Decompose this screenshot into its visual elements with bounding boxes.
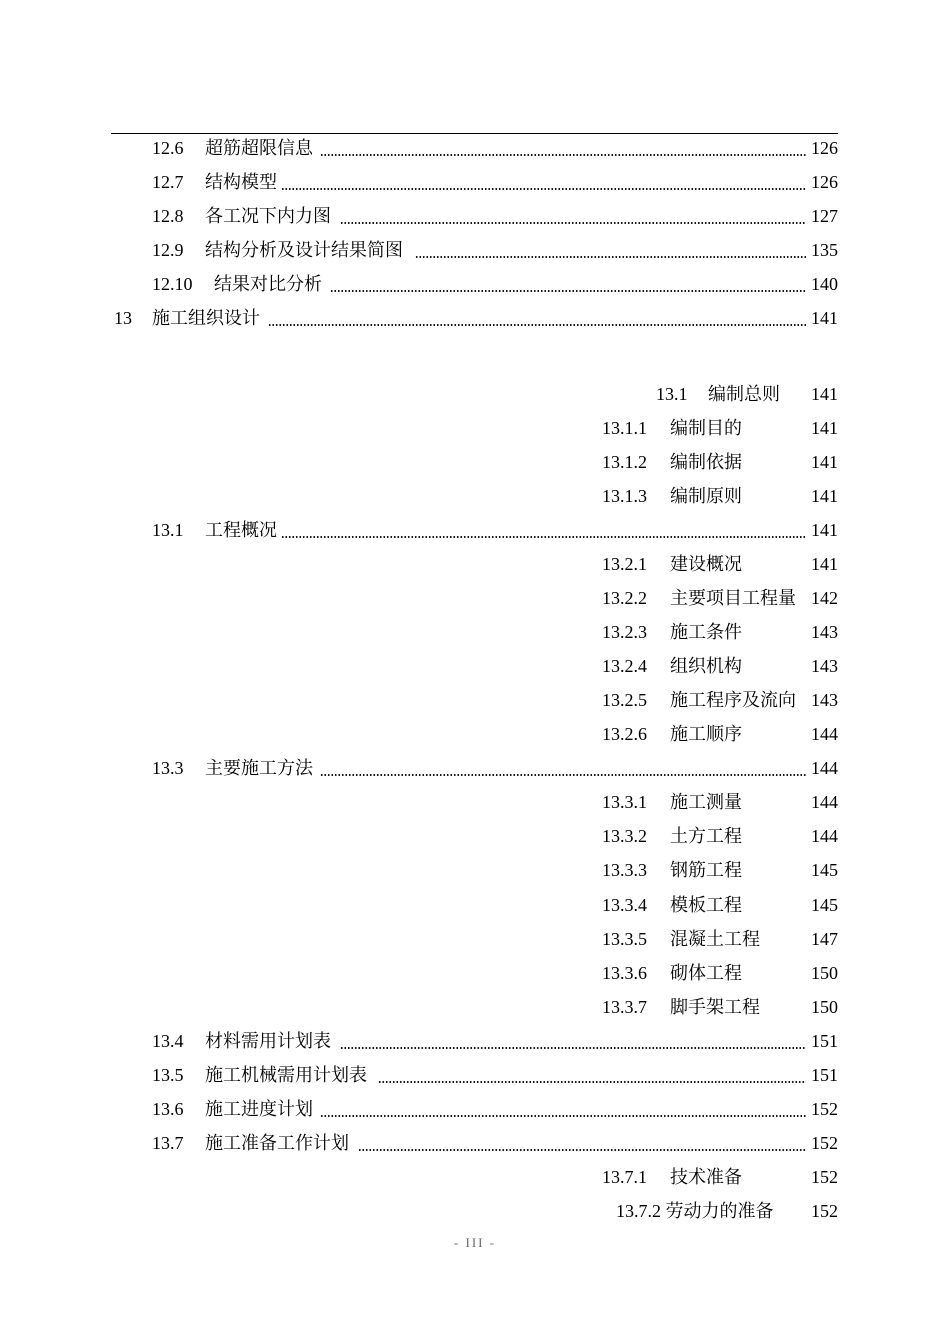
toc-entry-number: 13.2.6 <box>602 724 647 744</box>
toc-entry-title: 施工组织设计 <box>152 308 260 328</box>
toc-entry-number: 13.7.1 <box>602 1167 647 1187</box>
dot-leader <box>358 1126 806 1160</box>
toc-entry-number: 13.6 <box>152 1099 184 1119</box>
toc-entry-page: 142 <box>811 588 838 608</box>
toc-entry[interactable] <box>0 513 838 547</box>
toc-entry-number: 13.5 <box>152 1065 184 1085</box>
toc-entry[interactable] <box>0 233 838 267</box>
toc-entry[interactable] <box>0 131 838 165</box>
toc-subentry[interactable] <box>0 479 838 513</box>
toc-entry-title: 钢筋工程 <box>670 860 742 880</box>
toc-entry-number: 13.1 <box>152 520 184 540</box>
toc-entry-title: 超筋超限信息 <box>205 138 313 158</box>
toc-subentry[interactable] <box>0 922 838 956</box>
toc-subentry[interactable] <box>0 853 838 887</box>
toc-entry-title: 技术准备 <box>670 1167 742 1187</box>
toc-entry-number: 13.2.1 <box>602 554 647 574</box>
dot-leader <box>415 233 806 267</box>
toc-entry[interactable] <box>0 165 838 199</box>
toc-entry-number: 12.8 <box>152 206 184 226</box>
toc-entry-title: 组织机构 <box>670 656 742 676</box>
toc-entry-title: 编制原则 <box>670 486 742 506</box>
toc-entry-page: 151 <box>811 1031 838 1051</box>
toc-subentry[interactable] <box>0 411 838 445</box>
toc-entry-page: 141 <box>811 554 838 574</box>
toc-subentry[interactable] <box>0 819 838 853</box>
toc-entry-title: 编制依据 <box>670 452 742 472</box>
toc-entry-page: 145 <box>811 860 838 880</box>
toc-subentry[interactable] <box>0 445 838 479</box>
toc-entry-page: 145 <box>811 895 838 915</box>
toc-entry-page: 152 <box>811 1201 838 1221</box>
toc-entry-page: 144 <box>811 826 838 846</box>
toc-entry-title: 施工程序及流向 <box>670 690 796 710</box>
toc-entry-number: 12.9 <box>152 240 184 260</box>
toc-entry-number: 12.10 <box>152 274 193 294</box>
toc-entry-number: 13.2.4 <box>602 656 647 676</box>
toc-entry-number: 13.3.2 <box>602 826 647 846</box>
dot-leader <box>340 1024 806 1058</box>
toc-entry-title: 土方工程 <box>670 826 742 846</box>
toc-subentry[interactable] <box>0 581 838 615</box>
toc-entry-page: 141 <box>811 384 838 404</box>
toc-entry-page: 126 <box>811 138 838 158</box>
dot-leader <box>320 1092 806 1126</box>
toc-entry-page: 143 <box>811 656 838 676</box>
toc-entry[interactable] <box>0 1058 838 1092</box>
toc-entry-page: 144 <box>811 792 838 812</box>
toc-entry-number: 13.3.4 <box>602 895 647 915</box>
toc-entry-title: 编制总则 <box>708 384 780 404</box>
toc-entry-number: 13.1.1 <box>602 418 647 438</box>
toc-entry-page: 147 <box>811 929 838 949</box>
toc-entry-title: 材料需用计划表 <box>205 1031 331 1051</box>
toc-entry-number: 13.3.7 <box>602 997 647 1017</box>
toc-entry-title: 脚手架工程 <box>670 997 760 1017</box>
toc-entry-title: 混凝土工程 <box>670 929 760 949</box>
toc-entry-page: 141 <box>811 308 838 328</box>
toc-entry-number: 12.6 <box>152 138 184 158</box>
toc-subentry[interactable] <box>0 683 838 717</box>
toc-entry-page: 144 <box>811 724 838 744</box>
toc-entry-number: 13.3.1 <box>602 792 647 812</box>
toc-entry-page: 151 <box>811 1065 838 1085</box>
toc-entry[interactable] <box>0 267 838 301</box>
dot-leader <box>340 199 806 233</box>
toc-entry-title: 施工机械需用计划表 <box>205 1065 367 1085</box>
toc-entry-number: 13.4 <box>152 1031 184 1051</box>
toc-entry-number: 13.3.6 <box>602 963 647 983</box>
toc-entry-page: 152 <box>811 1167 838 1187</box>
toc-entry[interactable] <box>0 1126 838 1160</box>
toc-entry-page: 150 <box>811 997 838 1017</box>
toc-entry-number: 12.7 <box>152 172 184 192</box>
toc-entry-number: 13.7 <box>152 1133 184 1153</box>
toc-entry-page: 135 <box>811 240 838 260</box>
toc-subentry[interactable] <box>0 1160 838 1194</box>
toc-subentry[interactable] <box>0 888 838 922</box>
toc-entry-title: 施工进度计划 <box>205 1099 313 1119</box>
toc-entry-number: 13.2.2 <box>602 588 647 608</box>
toc-chapter[interactable] <box>0 301 838 335</box>
toc-entry-title: 结果对比分析 <box>214 274 322 294</box>
toc-entry[interactable] <box>0 377 838 411</box>
toc-entry-title: 工程概况 <box>205 520 277 540</box>
toc-entry-title: 施工测量 <box>670 792 742 812</box>
toc-entry-page: 127 <box>811 206 838 226</box>
dot-leader <box>330 267 806 301</box>
toc-entry-number: 13.2.5 <box>602 690 647 710</box>
dot-leader <box>320 131 806 165</box>
toc-entry-page: 144 <box>811 758 838 778</box>
dot-leader <box>378 1058 806 1092</box>
toc-entry-page: 141 <box>811 452 838 472</box>
toc-entry-title: 结构模型 <box>205 172 277 192</box>
toc-entry-title: 施工准备工作计划 <box>205 1133 349 1153</box>
page-number-footer: - III - <box>453 1235 497 1250</box>
toc-entry-page: 141 <box>811 486 838 506</box>
toc-entry-title: 施工顺序 <box>670 724 742 744</box>
toc-entry-title: 施工条件 <box>670 622 742 642</box>
toc-entry-number: 13.1 <box>656 384 688 404</box>
toc-entry-page: 141 <box>811 520 838 540</box>
toc-entry-title: 编制目的 <box>670 418 742 438</box>
toc-entry-title: 模板工程 <box>670 895 742 915</box>
toc-entry-page: 150 <box>811 963 838 983</box>
toc-subentry[interactable] <box>0 615 838 649</box>
toc-entry-number: 13.3.5 <box>602 929 647 949</box>
toc-subentry[interactable] <box>0 717 838 751</box>
toc-entry-page: 143 <box>811 622 838 642</box>
toc-entry-page: 152 <box>811 1099 838 1119</box>
toc-entry-page: 143 <box>811 690 838 710</box>
toc-entry[interactable] <box>0 751 838 785</box>
toc-entry-number: 13.1.2 <box>602 452 647 472</box>
toc-entry-title: 建设概况 <box>670 554 742 574</box>
toc-entry-page: 126 <box>811 172 838 192</box>
toc-entry-title: 砌体工程 <box>670 963 742 983</box>
dot-leader <box>281 165 806 199</box>
toc-subentry[interactable] <box>0 990 838 1024</box>
toc-entry-title: 主要项目工程量 <box>670 588 796 608</box>
toc-entry-number: 13.1.3 <box>602 486 647 506</box>
toc-entry[interactable] <box>0 1092 838 1126</box>
dot-leader <box>320 751 806 785</box>
toc-entry-title: 各工况下内力图 <box>205 206 331 226</box>
toc-subentry[interactable] <box>0 956 838 990</box>
toc-entry-title: 结构分析及设计结果简图 <box>205 240 403 260</box>
toc-entry-page: 141 <box>811 418 838 438</box>
toc-subentry[interactable] <box>0 649 838 683</box>
toc-entry-title: 主要施工方法 <box>205 758 313 778</box>
dot-leader <box>268 301 806 335</box>
toc-entry-page: 140 <box>811 274 838 294</box>
toc-entry-page: 152 <box>811 1133 838 1153</box>
toc-subentry[interactable] <box>0 547 838 581</box>
toc-entry[interactable] <box>0 1024 838 1058</box>
toc-entry-number: 13.2.3 <box>602 622 647 642</box>
toc-subentry[interactable] <box>0 1194 838 1228</box>
toc-entry-number: 13 <box>114 308 132 328</box>
toc-entry[interactable] <box>0 199 838 233</box>
toc-entry-number: 13.3 <box>152 758 184 778</box>
toc-subentry[interactable] <box>0 785 838 819</box>
toc-entry-number: 13.3.3 <box>602 860 647 880</box>
toc-entry-text: 13.7.2 劳动力的准备 <box>616 1201 774 1221</box>
dot-leader <box>281 513 806 547</box>
